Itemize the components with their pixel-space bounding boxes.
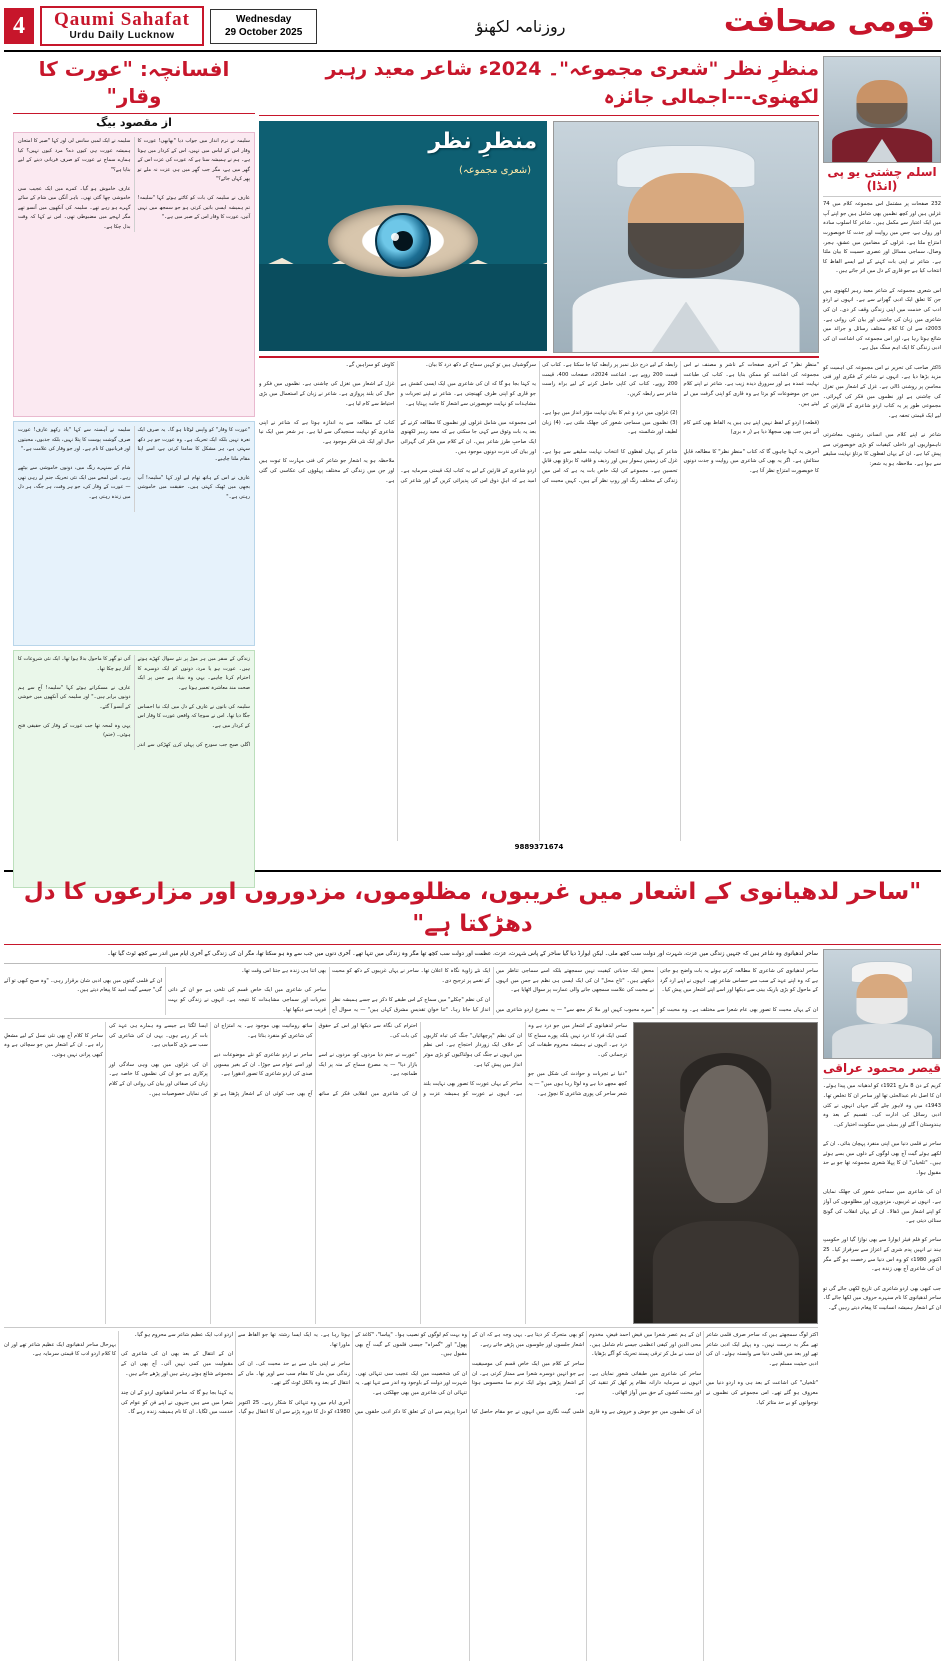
rule [259,356,819,358]
nameplate-title: Qaumi Sahafat [54,9,190,31]
sahir-portrait [633,1022,818,1324]
bottom-beard [856,998,907,1024]
nameplate [40,6,204,45]
bottom-author-caption: قیصر محمود عراقی [823,1061,941,1076]
sahir-statue-image [634,1023,817,1323]
poet-beard [628,223,744,278]
afsana-body-blue [13,421,255,646]
bottom-author-photo [823,949,941,1059]
bottom-author-portrait [824,950,940,1058]
afsana-text-3: زندگی کے سفر میں ہر موڑ پر نئے سوال کھڑے ہوتے ہیں۔ عورت ہو یا مرد، دونوں کو ایک دوسرے کا احترام کرنا چاہیے۔ یہی وہ بنیاد ہے جس پر ایک صحت مند معاشرہ تعمیر ہوتا ہے۔ سلیمہ کی باتوں نے عارف کے دل میں ایک نیا احساس جگا دیا تھا۔ اس نے سوچا کہ واقعی عورت کا وقار اس کے کردار میں ہے۔ اگلی صبح جب سورج کی پہلی کرن کھڑکی سے اندر آئی تو گھر کا ماحول بدلا ہوا تھا۔ ایک نئی شروعات کا آغاز ہو چکا تھا۔ عارف نے مسکراتے ہوئے کہا "سلیمہ! آج سے ہم دونوں برابر ہیں۔" اور سلیمہ کی آنکھوں میں خوشی کے آنسو آ گئے۔ یہی وہ لمحہ تھا جب عورت کے وقار کی حقیقی فتح ہوئی۔ (ختم) [18,656,250,748]
main-headline: منظرِ نظر "شعری مجموعہ"۔ 2024ء شاعر معید رہبر لکھنوی---اجمالی جائزہ [259,56,819,116]
bottom-author-column [823,949,941,1661]
date-day: Wednesday [235,13,292,25]
roznama-label: روزنامہ لکھنؤ [475,16,566,36]
portrait-beard [856,103,907,128]
bottom-lead: ساحر لدھیانوی وہ شاعر ہیں کہ جنہیں زندگی میں عزت، شہرت اور دولت سب کچھ ملی۔ لیکن ایوارڈ دیا گیا ساحر کے پاس شہرت، عزت، عظمت اور دولت سب کچھ تھا مگر وہ زندگی میں تنہا تھے۔ آخری دنوں میں جب سے وہ ہو سکتا تھا، مگر ان کی زندگی کے آخری ایام میں اندر سے کچھ ٹوٹ گیا تھا۔ [4,949,818,964]
bottom-section [4,949,941,1661]
afsana-body-green [13,650,255,888]
nameplate-subtitle: Urdu Daily Lucknow [69,30,175,42]
bottom-body-bottom: اکثر لوگ سمجھتے ہیں کہ ساحر صرف فلمی شاعر تھے مگر یہ درست نہیں۔ وہ پہلے ایک ادبی شاعر تھے اور بعد میں فلمی دنیا سے وابستہ ہوئے۔ ان کی ادبی حیثیت مسلم ہے۔ "تلخیاں" کی اشاعت کے بعد ہی وہ اردو دنیا میں معروف ہو گئے تھے۔ اس مجموعے کی نظموں نے نوجوانوں کو بے حد متاثر کیا۔ ان کے ہم عصر شعرا میں فیض احمد فیض، مخدوم محی الدین اور کیفی اعظمی جیسے نام شامل ہیں۔ ان سب نے مل کر ترقی پسند تحریک کو آگے بڑھایا۔ ساحر کی شاعری میں طبقاتی شعور نمایاں ہے۔ انہوں نے سرمایہ دارانہ نظام پر کھل کر تنقید کی اور محنت کشوں کے حق میں آواز اٹھائی۔ ان کی نظموں میں جو جوش و خروش ہے وہ قاری کو بھی متحرک کر دیتا ہے۔ یہی وجہ ہے کہ ان کے اشعار جلسوں اور جلوسوں میں پڑھے جاتے رہے۔ ساحر کے کلام میں ایک خاص قسم کی موسیقیت ہے جو انہیں دوسرے شعرا سے ممتاز کرتی ہے۔ ان کے اشعار پڑھتے ہوئے ایک ترنم سا محسوس ہوتا ہے۔ فلمی گیت نگاری میں انہوں نے جو مقام حاصل کیا وہ بہت کم لوگوں کو نصیب ہوا۔ "پیاسا"، "کاغذ کے پھول" اور "گمراہ" جیسی فلموں کے گیت آج بھی مقبول ہیں۔ ان کی شخصیت میں ایک عجیب سی تنہائی تھی۔ شہرت اور دولت کے باوجود وہ اندر سے تنہا تھے۔ یہ تنہائی ان کی شاعری میں بھی جھلکتی ہے۔ امرتا پریتم سے ان کے تعلق کا ذکر ادبی حلقوں میں ہوتا رہا ہے۔ یہ ایک ایسا رشتہ تھا جو الفاظ سے ماورا تھا۔ ساحر نے اپنی ماں سے بے حد محبت کی۔ ان کی زندگی میں ماں کا مقام سب سے اوپر تھا۔ ماں کے انتقال کے بعد وہ بالکل ٹوٹ گئے تھے۔ آخری ایام میں وہ تنہائی کا شکار رہے۔ 25 اکتوبر 1980ء کو دل کا دورہ پڑنے سے ان کا انتقال ہو گیا۔ اردو ادب ایک عظیم شاعر سے محروم ہو گیا۔ ان کے انتقال کے بعد بھی ان کی شاعری کی مقبولیت میں کمی نہیں آئی۔ آج بھی ان کے مجموعے شائع ہوتے رہتے ہیں اور پڑھے جاتے ہیں۔ یہ کہنا بجا ہو گا کہ ساحر لدھیانوی اردو کے ان چند شعرا میں سے ہیں جنہوں نے اپنے فن کو عوام کی خدمت میں لگایا۔ ان کا نام ہمیشہ زندہ رہے گا۔ بہرحال ساحر لدھیانوی ایک عظیم شاعر تھے اور ان کا کلام اردو ادب کا قیمتی سرمایہ ہے۔ [4,1332,818,1416]
bottom-body [832,1024,932,1059]
afsana-byline: از مقصود بیگ [96,116,172,129]
bottom-main-column [4,949,818,1661]
divider-4 [4,1327,818,1328]
book-cover-subtitle: (شعری مجموعہ) [458,165,532,177]
eye-graphic [328,205,478,277]
page-number: 4 [4,8,34,44]
book-cover-title: منظرِ نظر [428,129,538,155]
book-cover-bottom [259,264,547,351]
main-article-column [259,56,819,866]
afsana-column [13,56,255,866]
masthead-middle [317,4,724,48]
date-box [210,9,317,44]
bottom-body-top: ساحر لدھیانوی کی شاعری کا مطالعہ کرتے ہوئے یہ بات واضح ہو جاتی ہے کہ وہ اپنے عہد کے سب سے حساس شاعر تھے۔ انہوں نے اپنے ارد گرد کے ماحول کو بڑی باریک بینی سے دیکھا اور اسے اپنے اشعار میں پیش کیا۔ ان کے یہاں محبت کا تصور بھی عام شعرا سے مختلف ہے۔ وہ محبت کو محض ایک جذباتی کیفیت نہیں سمجھتے بلکہ اسے سماجی تناظر میں دیکھتے ہیں۔ "تاج محل" ان کی ایک ایسی ہی نظم ہے جس میں انہوں نے محبت کی علامت سمجھی جانے والی عمارت پر سوال اٹھایا ہے۔ "میرے محبوب کہیں اور ملا کر مجھ سے" — یہ مصرع اردو شاعری میں ایک نئے زاویۂ نگاہ کا اعلان تھا۔ ساحر نے یہاں غریبوں کے دکھ کو محبت کے نغمے پر ترجیح دی۔ ان کی نظم "چکلے" میں سماج کے اس طبقے کا ذکر ہے جسے ہمیشہ نظر انداز کیا جاتا رہا۔ "ثنا خوانِ تقدیسِ مشرق کہاں ہیں" — یہ سوال آج بھی اتنا ہی زندہ ہے جتنا اس وقت تھا۔ ساحر کی شاعری میں ایک خاص قسم کی تلخی ہے جو ان کے ذاتی تجربات اور سماجی مشاہدات کا نتیجہ ہے۔ انہوں نے زندگی کو بہت قریب سے دیکھا تھا۔ ان کے فلمی گیتوں میں بھی ادبی شان برقرار رہی۔ "وہ صبح کبھی تو آئے گی" جیسے گیت امید کا پیغام دیتے ہیں۔ [4,968,818,1013]
main-article-body: "منظرِ نظر" کے آخری صفحات کے ناشر و مصنف نے اس مجموعہ کی اشاعت کو ممکن بنایا ہے۔ کتاب کی طباعت نہایت عمدہ ہے اور سرورق دیدہ زیب ہے۔ شاعر نے اپنے کلام میں جن موضوعات کو برتا ہے وہ قاری کو اپنی گرفت میں لے لیتے ہیں۔ (قطعہ) اردو کے لفظ نہیں اپنے ہی ہیں یہ الفاظ بھی کتنے کام آتے ہیں جب بھی سجھلا دیا ہے (ر ہ بری) آخرش یہ کہنا چاہوں گا کہ کتاب "منظرِ نظر" کا مطالعہ قابلِ ستائش ہے۔ اگر یہ بھی کی شاعری میں روایت و جدت دونوں کا خوبصورت امتزاج نظر آتا ہے۔ رابطہ کے لیے درج ذیل نمبر پر رابطہ کیا جا سکتا ہے۔ کتاب کی قیمت 200 روپے ہے۔ اشاعت 2024ء، صفحات 400، قیمت 200 روپے۔ کتاب کی کاپی حاصل کرنے کے لیے براہ راست شاعر سے رابطہ کریں۔ (2) غزلوں میں درد و غم کا بیان نہایت مؤثر انداز میں ہوا ہے۔ (3) نظموں میں سماجی شعور کی جھلک ملتی ہے۔ (4) زبان لطیف اور شائستہ ہے۔ شاعر کے یہاں لفظوں کا انتخاب نہایت سلیقے سے ہوا ہے۔ غزل کی زمینیں ہموار ہیں اور ردیف و قافیہ کا برتاؤ بھی قابلِ تحسین ہے۔ مجموعے کی ایک خاص بات یہ ہے کہ اس میں زندگی کے مختلف رنگ اور روپ نظر آتے ہیں۔ کہیں محبت کی سرگوشیاں ہیں تو کہیں سماج کے دکھ درد کا بیان۔ یہ کہنا بجا ہو گا کہ ان کی شاعری میں ایک ایسی کشش ہے جو قاری کو اپنی طرف کھینچتی ہے۔ شاعر نے اپنے تجربات و مشاہدات کو نہایت خوبصورتی سے اشعار کا جامہ پہنایا ہے۔ اس مجموعہ میں شامل غزلوں اور نظموں کا مطالعہ کرنے کے بعد یہ بات وثوق سے کہی جا سکتی ہے کہ معید رہبر لکھنوی ایک صاحبِ طرز شاعر ہیں۔ ان کے کلام میں فکر کی گہرائی اور بیان کی ندرت دونوں موجود ہیں۔ اردو شاعری کے قارئین کے لیے یہ کتاب ایک قیمتی سرمایہ ہے۔ امید ہے کہ اہلِ ذوق اس کی پذیرائی کریں گے اور شاعر کی کاوش کو سراہیں گے۔ غزل کے اشعار میں تغزل کی چاشنی ہے۔ نظموں میں فکر و خیال کی بلند پروازی ہے۔ شاعر نے زبان کے استعمال میں بڑی احتیاط سے کام لیا ہے۔ کتاب کے مطالعہ سے یہ اندازہ ہوتا ہے کہ شاعر نے اپنی شاعری کو نہایت سنجیدگی سے لیا ہے۔ ہر شعر میں ایک نیا خیال اور ایک نئی فکر موجود ہے۔ ملاحظہ ہو یہ اشعار جو شاعر کی فنی مہارت کا ثبوت ہیں اور جن میں زندگی کے مختلف پہلوؤں کی عکاسی کی گئی ہے۔ [259,362,819,484]
poet-portrait [554,122,818,352]
statue-head [683,1065,767,1203]
afsana-text-1: سلیمہ نے نرم انداز میں جواب دیا "بھابھی! عورت کا وقار اس کے لباس میں نہیں، اس کے کردار میں ہوتا ہے۔ ہم نے ہمیشہ سنا ہے کہ عورت کی عزت اس کے گھر میں ہے، مگر جب گھر میں ہی عزت نہ ملے تو پھر کہاں جائے؟" عارف نے سلیمہ کی بات کو کاٹتے ہوئے کہا "سلیمہ! تم ہمیشہ ایسی باتیں کرتی ہو جو سمجھ میں نہیں آتیں، عورت کا وقار اس کے صبر میں ہے۔" سلیمہ نے ایک لمبی سانس لی اور کہا "صبر کا امتحان ہمیشہ عورت ہی کیوں دے؟ مرد کیوں نہیں؟ کیا ہمارے سماج نے عورت کو صرف قربانی دینے کے لیے بنایا ہے؟" عارف خاموش ہو گیا۔ کمرے میں ایک عجیب سی خاموشی چھا گئی تھی۔ باہر آنگن میں شام کے سائے گہرے ہو رہے تھے۔ سلیمہ کی آنکھوں میں آنسو تھے مگر لہجے میں مضبوطی تھی۔ اس نے کہا کہ وقت بدل چکا ہے۔ [18,138,250,230]
statue-body [652,1221,798,1323]
eye-iris [375,213,431,269]
afsana-body-pink [13,132,255,417]
author-caption: اسلم چشتی یو پی (انڈا) [827,165,937,193]
poet-photo [553,121,819,353]
author-column [823,56,941,866]
bottom-author-text: کریم کے دن 8 مارچ 1921ء کو لدھیانہ میں پیدا ہوئے۔ ان کا اصل نام عبدالحئی تھا اور ساحر ان کا تخلص تھا۔ 1943ء میں وہ لاہور چلے گئے جہاں انہوں نے کئی ادبی رسائل کی ادارت کی۔ تقسیم کے بعد وہ ہندوستان آ گئے اور بمبئی میں سکونت اختیار کی۔ ساحر نے فلمی دنیا میں اپنی منفرد پہچان بنائی۔ ان کے لکھے ہوئے گیت آج بھی لوگوں کے دلوں میں بسے ہوئے ہیں۔ "تلخیاں" ان کا پہلا شعری مجموعہ تھا جو بے حد مقبول ہوا۔ ان کی شاعری میں سماجی شعور کی جھلک نمایاں ہے۔ انہوں نے غریبوں، مزدوروں اور مظلوموں کی آواز کو اپنے اشعار میں ڈھالا۔ ان کے یہاں انقلاب کی گونج سنائی دیتی ہے۔ ساحر کو فلم فیئر ایوارڈ سے بھی نوازا گیا اور حکومتِ ہند نے انہیں پدم شری کے اعزاز سے سرفراز کیا۔ 25 اکتوبر 1980ء کو وہ اس دنیا سے رخصت ہو گئے مگر ان کی شاعری آج بھی زندہ ہے۔ جب کبھی بھی اردو شاعری کی تاریخ لکھی جائے گی تو ساحر لدھیانوی کا نام سنہرے حروف میں لکھا جائے گا۔ ان کے اشعار ہمیشہ انسانیت کا پیغام دیتے رہیں گے۔ [823,1083,941,1311]
divider [823,196,941,197]
urdu-masthead-title: قومی صحافت [723,4,935,39]
masthead-left [4,4,317,48]
bottom-body-middle: ساحر لدھیانوی کے اشعار میں جو درد ہے وہ کسی ایک فرد کا درد نہیں بلکہ پورے سماج کا درد ہے۔ انہوں نے ہمیشہ محروم طبقات کی ترجمانی کی۔ "دنیا نے تجربات و حوادث کی شکل میں جو کچھ مجھے دیا ہے وہ لوٹا رہا ہوں میں" — یہ شعر ساحر کی پوری شاعری کا نچوڑ ہے۔ ان کی نظم "پرچھائیاں" جنگ کی تباہ کاریوں کے خلاف ایک زوردار احتجاج ہے۔ اس نظم میں انہوں نے جنگ کی ہولناکیوں کو بڑی موثر انداز میں پیش کیا ہے۔ ساحر کے یہاں عورت کا تصور بھی نہایت بلند ہے۔ انہوں نے عورت کو ہمیشہ عزت و احترام کی نگاہ سے دیکھا اور اس کے حقوق کی بات کی۔ "عورت نے جنم دیا مردوں کو، مردوں نے اسے بازار دیا" — یہ مصرع سماج کے منہ پر ایک طمانچہ ہے۔ ان کی شاعری میں انقلابی فکر کے ساتھ ساتھ رومانیت بھی موجود ہے۔ یہ امتزاج ان کی شاعری کو منفرد بناتا ہے۔ ساحر نے اردو شاعری کو نئے موضوعات دیے اور اسے عوام سے جوڑا۔ ان کے بغیر بیسویں صدی کی اردو شاعری کا تصور ادھورا ہے۔ آج بھی جب کوئی ان کے اشعار پڑھتا ہے تو ایسا لگتا ہے جیسے وہ ہمارے ہی عہد کی بات کر رہے ہوں۔ یہی ان کی شاعری کی سب سے بڑی کامیابی ہے۔ ان کی غزلوں میں بھی وہی سادگی اور پرکاری ہے جو ان کی نظموں کا خاصہ ہے۔ زبان کی صفائی اور بیان کی روانی ان کے کلام کی نمایاں خصوصیات ہیں۔ ساحر کا کلام آج بھی نئی نسل کے لیے مشعلِ راہ ہے۔ ان کے اشعار میں جو سچائی ہے وہ کبھی پرانی نہیں ہوتی۔ [4,1023,627,1097]
divider-3 [4,1018,818,1019]
top-section [4,56,941,866]
author-column-text: 232 صفحات پر مشتمل اس مجموعہ کلام میں 74 غزلیں ہیں اور کچھ نظمیں بھی شامل ہیں جو اپنے آپ میں ایک اعتبار سے مکمل ہیں۔ شاعر کا اسلوب سادہ اور رواں ہے، جس میں روایت اور جدت کا خوبصورت امتزاج ملتا ہے۔ غزلوں کے مضامین میں عشق، ہجر، وصال، سماجی مسائل اور عصری حسیت کا بیان ملتا ہے۔ شاعر نے اپنی بات کہنے کے لیے ایسے الفاظ کا انتخاب کیا ہے جو قاری کے دل میں اتر جاتے ہیں۔ اس شعری مجموعہ کے شاعر معید رہبر لکھنوی ہیں جن کا تعلق ایک ادبی گھرانے سے ہے۔ انہوں نے اردو ادب کی خدمت میں اپنی زندگی وقف کر دی۔ ان کی شاعری میں زبان کی چاشنی اور بیان کی روانی ہے۔ 2003ء سے ان کا کلام مختلف رسائل و جرائد میں شائع ہوتا رہا ہے، اور اس مجموعہ کی اشاعت ان کی ادبی زندگی کا ایک اہم سنگ میل ہے۔ ڈاکٹر صاحب کی تحریر نے اس مجموعہ کی اہمیت کو مزید بڑھا دیا ہے۔ انہوں نے شاعر کے فکری اور فنی محاسن پر روشنی ڈالی ہے۔ غزل کے اشعار میں تغزل کی چاشنی ہے اور نظموں میں فکر کی گہرائی۔ مجموعی طور پر یہ کتاب اردو شاعری کے قارئین کے لیے ایک قیمتی تحفہ ہے۔ شاعر نے اپنے کلام میں انسانی رشتوں، معاشرتی ناہمواریوں اور داخلی کیفیات کو بڑی خوبصورتی سے پیش کیا ہے۔ ان کے یہاں لفظوں کا برتاؤ نہایت سلیقے سے ہوا ہے۔ ملاحظہ ہو یہ شعر: [823,201,941,467]
book-cover-image [259,121,547,351]
bottom-headline: "ساحر لدھیانوی کے اشعار میں غریبوں، مظلوموں، مزدوروں اور مزارعوں کا دل دھڑکتا ہے" [4,870,941,945]
date-full: 29 October 2025 [225,27,303,38]
eye-glint [391,233,399,241]
divider-2 [823,1078,941,1079]
afsana-headline: افسانچہ: "عورت کا وقار" [13,56,255,114]
author-photo [823,56,941,163]
author-portrait [824,57,940,162]
contact-phone: 9889371674 [514,843,564,852]
masthead [4,4,941,52]
afsana-text-2: "عورت کا وقار" کو واپس لوٹانا ہو گا۔ یہ صرف ایک نعرہ نہیں بلکہ ایک تحریک ہے۔ وہ عورت جو ہر دکھ سہتی ہے، ہر مشکل کا سامنا کرتی ہے، اسے اپنا مقام ملنا چاہیے۔ عارف نے اس کے ہاتھ تھام لیے اور کہا "سلیمہ! آپ بجھی میں ٹھیک کہتی ہیں۔ حقیقت میں خاموشی رہتی ہے۔" سلیمہ نے آہستہ سے کہا "یاد رکھو عارف! عورت صرف گوشت پوست کا پتلا نہیں، بلکہ جذبوں، محبتوں اور قربانیوں کا نام ہے۔ اور جو وقار کی علامت ہے۔" شام کے سنہرے رنگ میں، دونوں خاموشی سے بیٹھے رہے۔ اس لمحے میں ایک نئی تحریک جنم لے رہی تھی — عورت کے وقار کی، جو ہر وقت، ہر جگہ، ہر دل میں زندہ رہتی ہے۔ [18,427,250,500]
